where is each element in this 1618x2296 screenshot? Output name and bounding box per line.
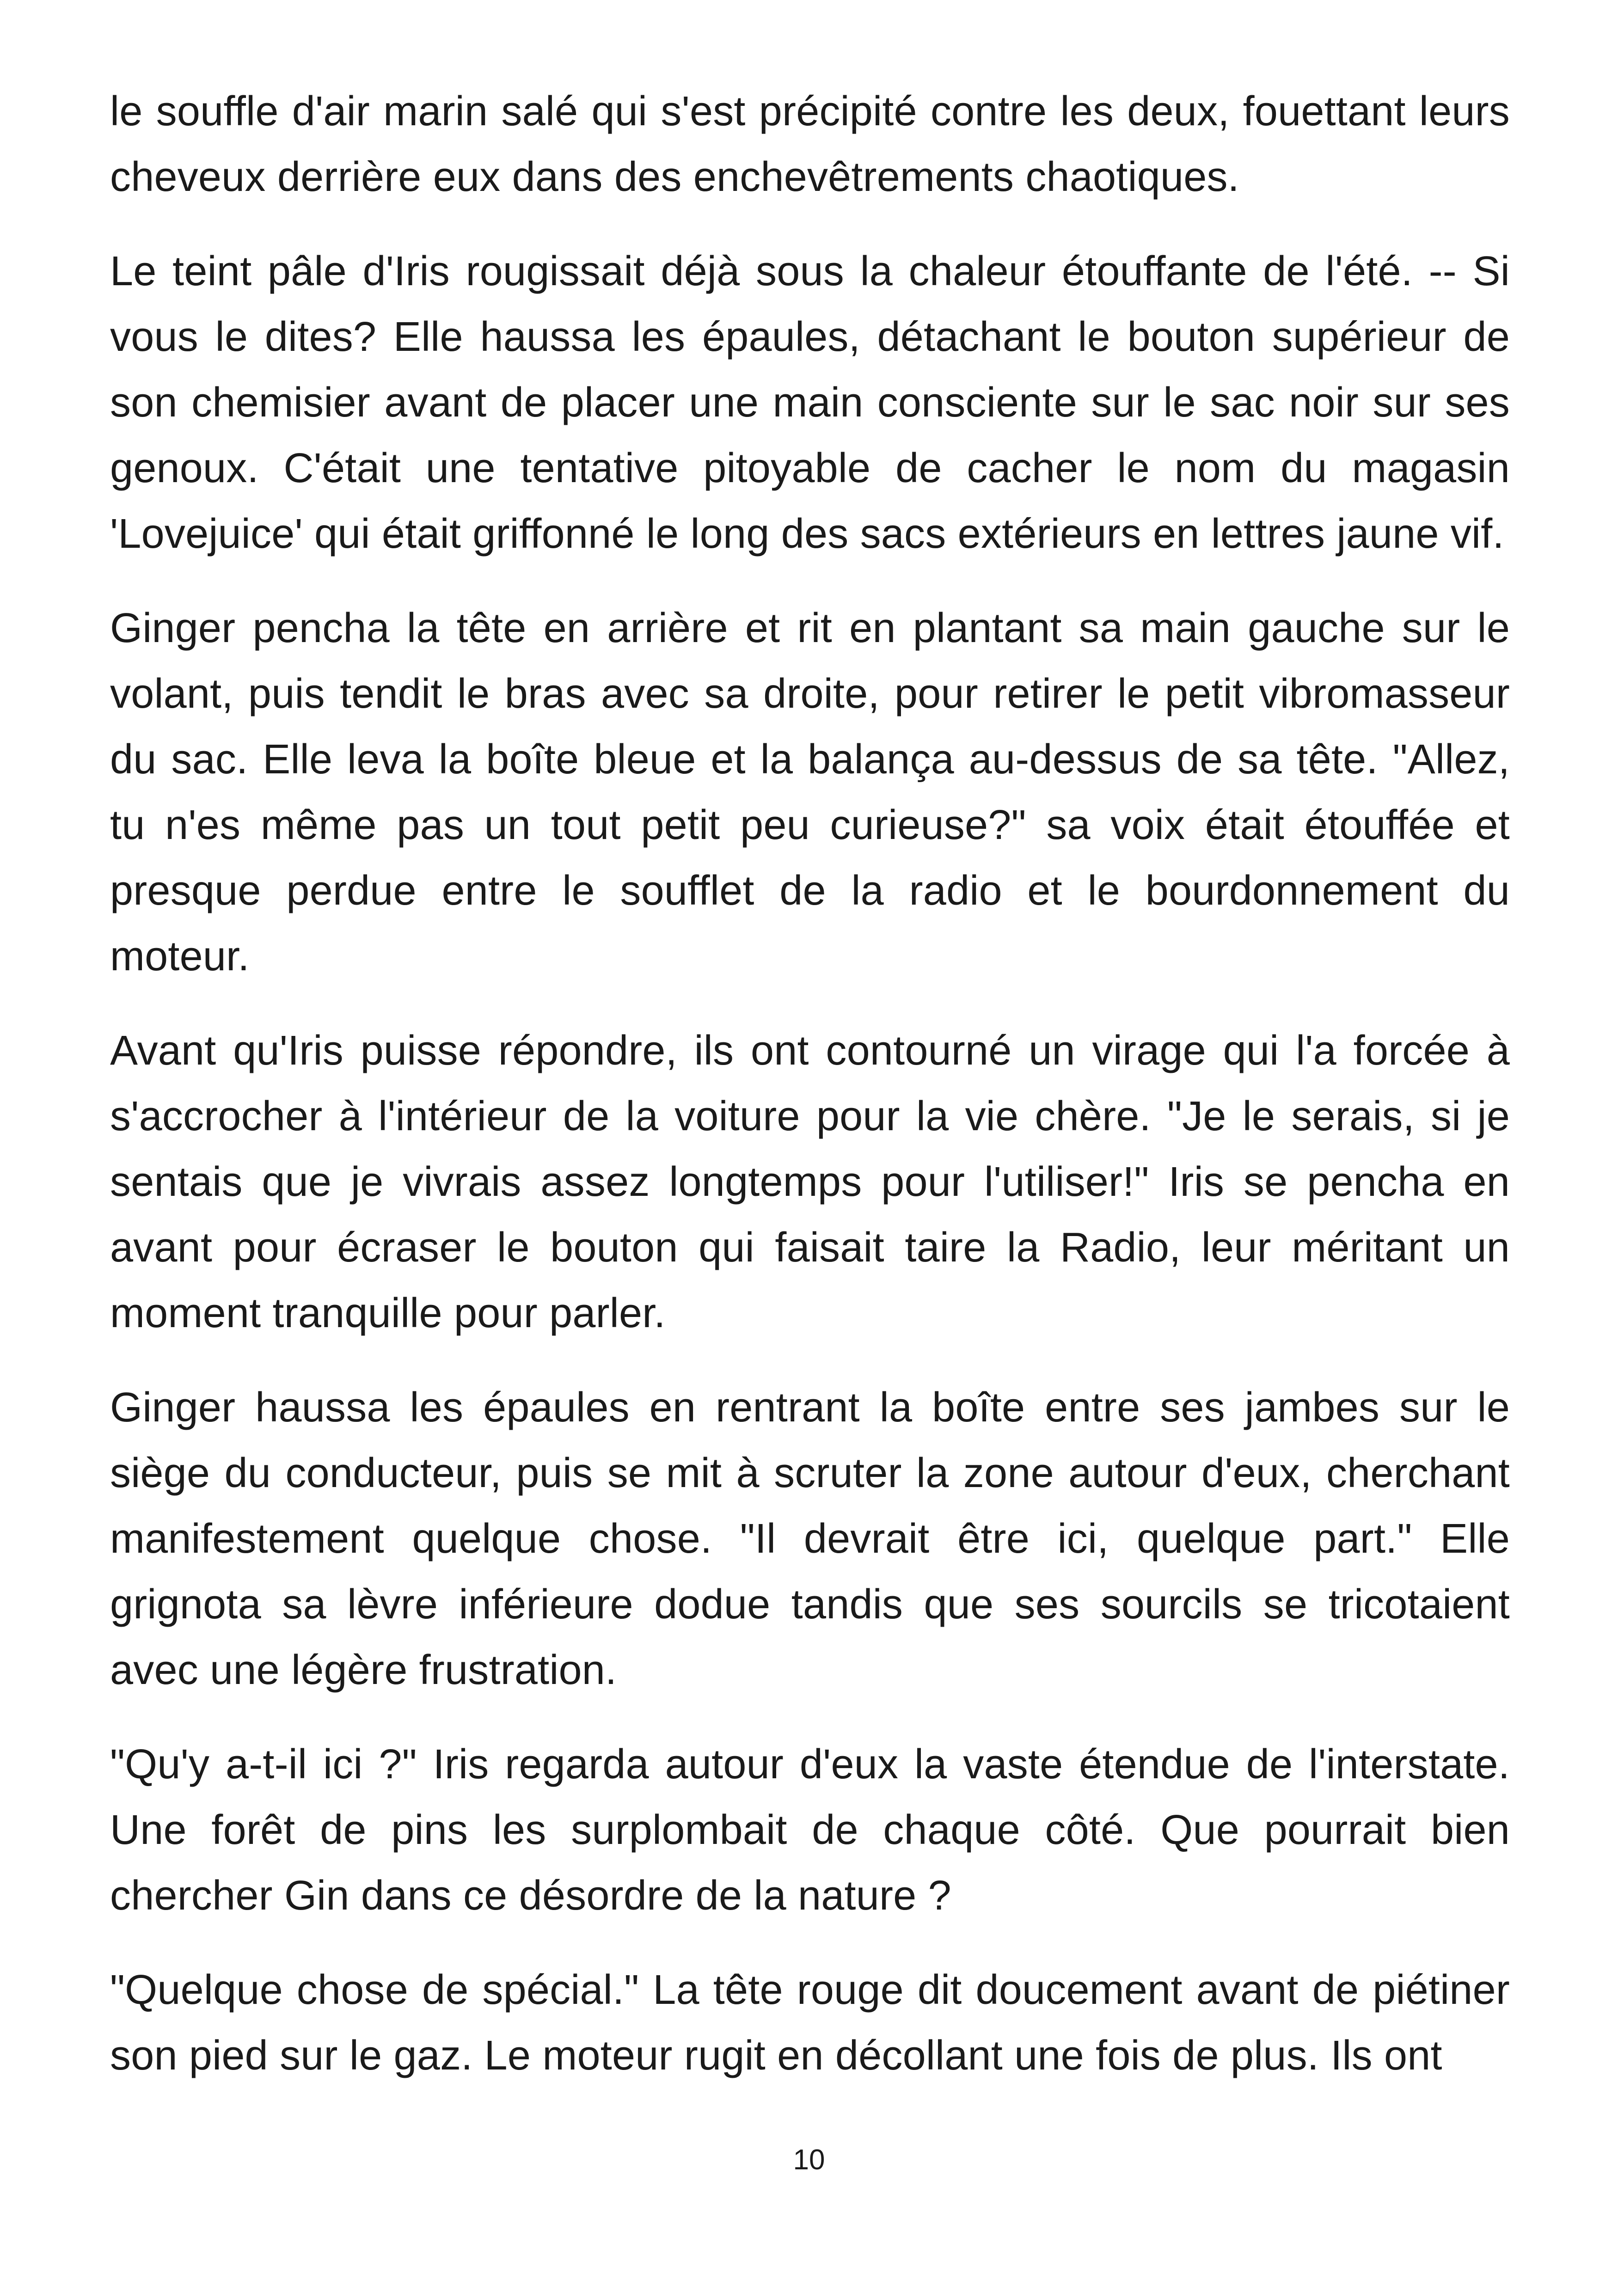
paragraph: Avant qu'Iris puisse répondre, ils ont contourné un virage qui l'a forcée à s'accrocher à l'intérieur de la voiture pour la vie chère. "Je le serais, si je sentais que je vivrais assez longtemps pour l'utiliser!" Iris se pencha en avant pour écraser le bouton qui faisait taire la Radio, leur méritant un moment tranquille pour parler. xyxy=(110,1028,1510,1336)
paragraph: Ginger pencha la tête en arrière et rit en plantant sa main gauche sur le volant, puis tendit le bras avec sa droite, pour retirer le petit vibromasseur du sac. Elle leva la boîte bleue et la balança au-dessus de sa tête. "Allez, tu n'es même pas un tout petit peu curieuse?" sa voix était étouffée et presque perdue entre le soufflet de la radio et le bourdonnement du moteur. xyxy=(110,605,1510,980)
page-number: 10 xyxy=(793,2144,825,2176)
paragraph: Le teint pâle d'Iris rougissait déjà sous la chaleur étouffante de l'été. -- Si vous le dites? Elle haussa les épaules, détachant le bouton supérieur de son chemisier avant de placer une main consciente sur le sac noir sur ses genoux. C'était une tentative pitoyable de cacher le nom du magasin 'Lovejuice' qui était griffonné le long des sacs extérieurs en lettres jaune vif. xyxy=(110,248,1510,557)
paragraph: le souffle d'air marin salé qui s'est précipité contre les deux, fouettant leurs cheveux derrière eux dans des enchevêtrements chaotiques. xyxy=(110,88,1510,200)
paragraph: "Qu'y a-t-il ici ?" Iris regarda autour d'eux la vaste étendue de l'interstate. Une forêt de pins les surplombait de chaque côté. Que pourrait bien chercher Gin dans ce désordre de la nature ? xyxy=(110,1741,1510,1919)
document-page xyxy=(110,79,1510,2214)
paragraph: "Quelque chose de spécial." La tête rouge dit doucement avant de piétiner son pied sur le gaz. Le moteur rugit en décollant une fois de plus. Ils ont xyxy=(110,1967,1510,2079)
paragraph: Ginger haussa les épaules en rentrant la boîte entre ses jambes sur le siège du conducteur, puis se mit à scruter la zone autour d'eux, cherchant manifestement quelque chose. "Il devrait être ici, quelque part." Elle grignota sa lèvre inférieure dodue tandis que ses sourcils se tricotaient avec une légère frustration. xyxy=(110,1384,1510,1693)
